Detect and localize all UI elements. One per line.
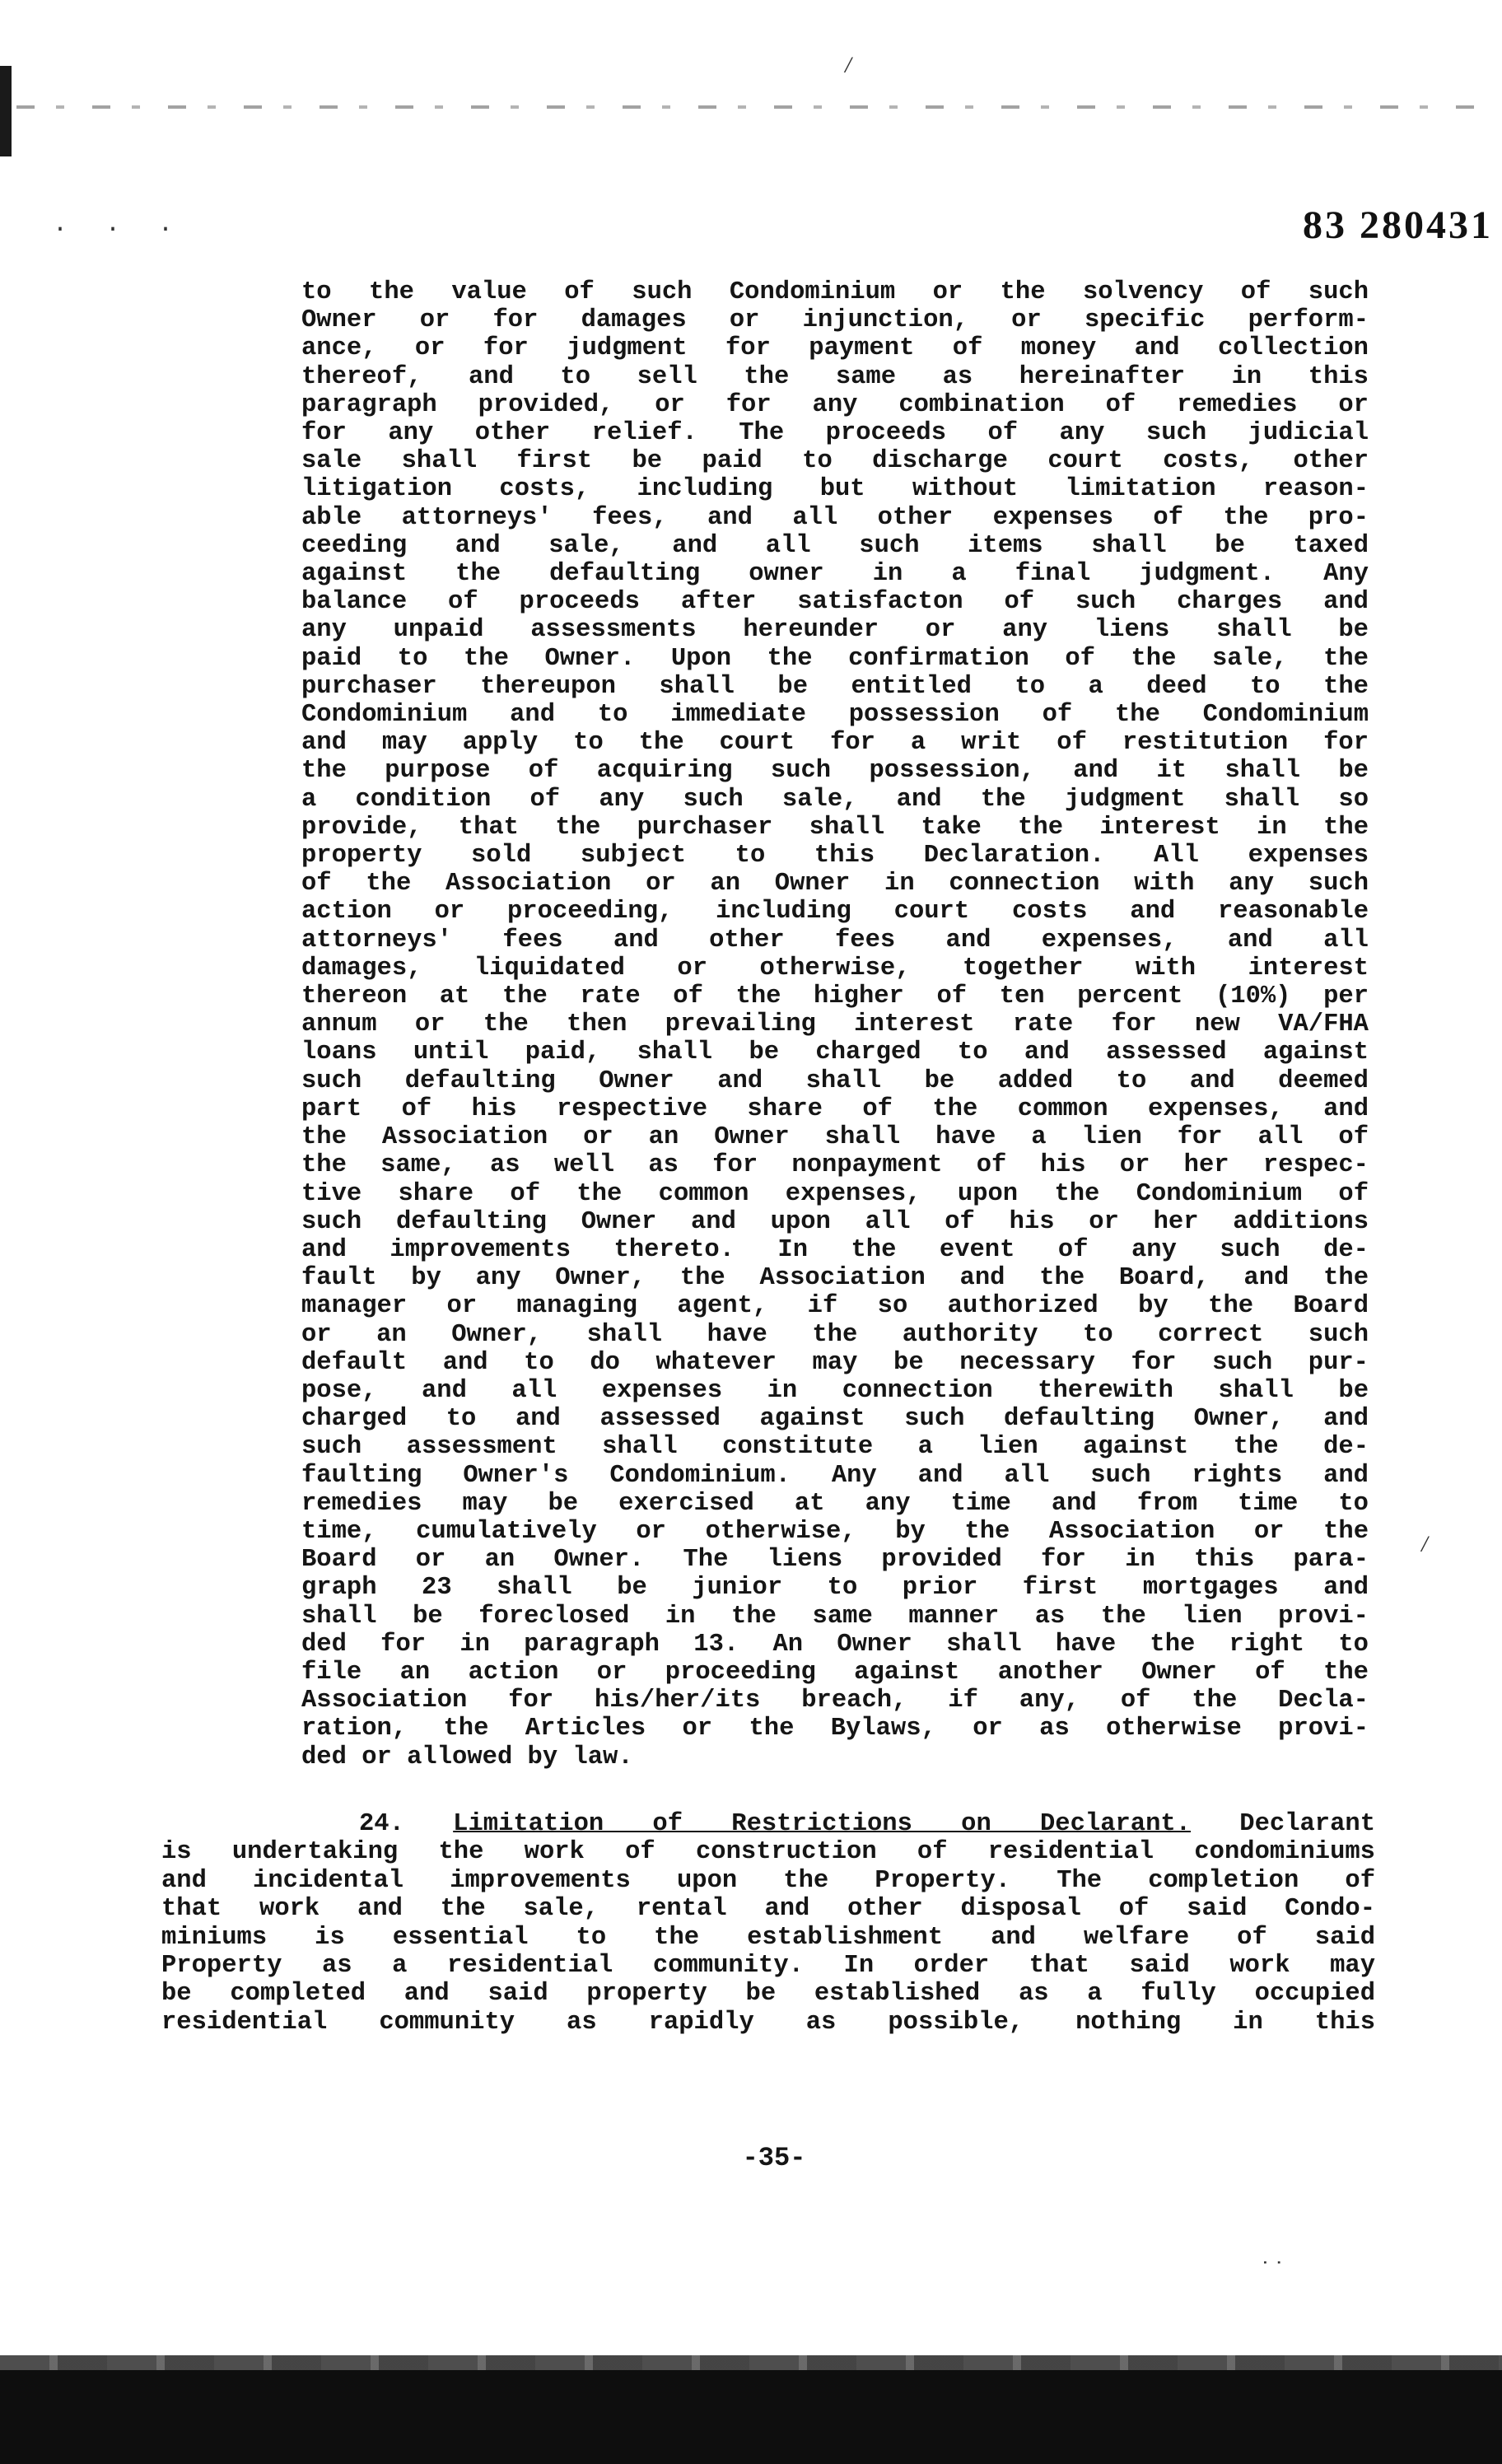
- section-24-first-line-rest: Declarant: [1239, 1810, 1376, 1838]
- paragraph-line: and may apply to the court for a writ of restitution for: [301, 729, 1369, 758]
- paragraph-line: part of his respective share of the common expenses, and: [301, 1094, 1369, 1123]
- paragraph-line: thereof, and to sell the same as hereinafter in this: [301, 362, 1369, 391]
- paragraph-line: to the value of such Condominium or the solvency of such: [301, 278, 1369, 306]
- scan-artifact-mark: ˙˙: [1258, 2260, 1286, 2285]
- paragraph-line: and incidental improvements upon the Property. The completion of: [161, 1866, 1375, 1895]
- paragraph-line: pose, and all expenses in connection therewith shall be: [301, 1376, 1369, 1405]
- paragraph-line: action or proceeding, including court costs and reasonable: [301, 898, 1369, 926]
- paragraph-line: time, cumulatively or otherwise, by the Association or the: [301, 1517, 1369, 1546]
- paragraph-line: paragraph provided, or for any combination of remedies or: [301, 390, 1369, 419]
- paragraph-line: able attorneys' fees, and all other expenses of the pro-: [301, 503, 1369, 532]
- paragraph-line: of the Association or an Owner in connection with any such: [301, 870, 1369, 898]
- paragraph-line: property sold subject to this Declaration. All expenses: [301, 842, 1369, 870]
- section-24-heading: Limitation of Restrictions on Declarant.: [453, 1810, 1192, 1838]
- paragraph-line: balance of proceeds after satisfacton of such charges and: [301, 588, 1369, 617]
- paragraph-line: litigation costs, including but without limitation reason-: [301, 475, 1369, 504]
- paragraph-line: and improvements thereto. In the event of any such de-: [301, 1235, 1369, 1264]
- section-24-paragraph: [161, 1810, 1375, 2037]
- paragraph-line: ration, the Articles or the Bylaws, or as otherwise provi-: [301, 1715, 1369, 1743]
- paragraph-line: manager or managing agent, if so authorized by the Board: [301, 1292, 1369, 1321]
- paragraph-line: Association for his/her/its breach, if any, of the Decla-: [301, 1687, 1369, 1715]
- paragraph-line: loans until paid, shall be charged to and assessed against: [301, 1038, 1369, 1067]
- paragraph-line: damages, liquidated or otherwise, together with interest: [301, 954, 1369, 982]
- paragraph-line: annum or the then prevailing interest rate for new VA/FHA: [301, 1010, 1369, 1039]
- paragraph-line: that work and the sale, rental and other disposal of said Condo-: [161, 1895, 1375, 1924]
- paragraph-line: such defaulting Owner and shall be added to and deemed: [301, 1066, 1369, 1095]
- paragraph-line: Board or an Owner. The liens provided for in this para-: [301, 1546, 1369, 1575]
- paragraph-line: Condominium and to immediate possession of the Condominium: [301, 701, 1369, 730]
- scan-artifact-mark: ⁄: [842, 54, 856, 80]
- paragraph-line: fault by any Owner, the Association and the Board, and the: [301, 1264, 1369, 1293]
- paragraph-line: graph 23 shall be junior to prior first mortgages and: [301, 1574, 1369, 1603]
- document-number: 83 280431: [1303, 203, 1493, 247]
- paragraph-line: charged to and assessed against such defaulting Owner, and: [301, 1405, 1369, 1434]
- paragraph-line: the same, as well as for nonpayment of his or her respec-: [301, 1151, 1369, 1180]
- scan-artifact-left-edge: [0, 66, 12, 156]
- paragraph-line: ceeding and sale, and all such items shall be taxed: [301, 531, 1369, 560]
- paragraph-line: a condition of any such sale, and the judgment shall so: [301, 785, 1369, 814]
- paragraph-line: shall be foreclosed in the same manner as the lien provi-: [301, 1602, 1369, 1631]
- paragraph-line: ded or allowed by law.: [301, 1743, 633, 1771]
- paragraph-line: tive share of the common expenses, upon the Condominium of: [301, 1179, 1369, 1208]
- scan-artifact-bottom-band: [0, 2370, 1502, 2464]
- paragraph-line: residential community as rapidly as possible, nothing in this: [161, 2008, 1375, 2037]
- section-24-number: 24.: [359, 1810, 404, 1838]
- paragraph-line: sale shall first be paid to discharge court costs, other: [301, 447, 1369, 476]
- paragraph-line: file an action or proceeding against another Owner of the: [301, 1658, 1369, 1687]
- paragraph-line: or an Owner, shall have the authority to correct such: [301, 1320, 1369, 1349]
- paragraph-line: for any other relief. The proceeds of any such judicial: [301, 419, 1369, 448]
- paragraph-line: paid to the Owner. Upon the confirmation of the sale, the: [301, 644, 1369, 673]
- scan-artifact-mark: ⁄: [1418, 1533, 1432, 1559]
- paragraph-line: ance, or for judgment for payment of money and collection: [301, 334, 1369, 363]
- paragraph-line: be completed and said property be established as a fully occupied: [161, 1980, 1375, 2009]
- paragraph-line: thereon at the rate of the higher of ten percent (10%) per: [301, 982, 1369, 1011]
- paragraph-line: is undertaking the work of construction of residential condominiums: [161, 1838, 1375, 1867]
- scan-artifact-top-dashes: [16, 105, 1482, 109]
- paragraph-line: the purpose of acquiring such possession, and it shall be: [301, 757, 1369, 786]
- section-24-first-line: [161, 1810, 1375, 1838]
- paragraph-line: provide, that the purchaser shall take the interest in the: [301, 813, 1369, 842]
- paragraph-line: miniums is essential to the establishment and welfare of said: [161, 1923, 1375, 1952]
- paragraph-line: default and to do whatever may be necessary for such pur-: [301, 1348, 1369, 1377]
- paragraph-line: against the defaulting owner in a final judgment. Any: [301, 560, 1369, 589]
- paragraph-line: faulting Owner's Condominium. Any and all such rights and: [301, 1461, 1369, 1490]
- paragraph-line: the Association or an Owner shall have a lien for all of: [301, 1123, 1369, 1152]
- paragraph-line: Property as a residential community. In order that said work may: [161, 1952, 1375, 1981]
- scan-artifact-dots: · · ·: [53, 216, 185, 244]
- paragraph-line: such assessment shall constitute a lien against the de-: [301, 1433, 1369, 1462]
- paragraph-line: any unpaid assessments hereunder or any liens shall be: [301, 616, 1369, 645]
- paragraph-line: remedies may be exercised at any time and from time to: [301, 1489, 1369, 1518]
- continued-paragraph: [301, 278, 1369, 1771]
- paragraph-line: ded for in paragraph 13. An Owner shall have the right to: [301, 1630, 1369, 1659]
- paragraph-line: such defaulting Owner and upon all of his or her additions: [301, 1207, 1369, 1236]
- paragraph-line: purchaser thereupon shall be entitled to a deed to the: [301, 672, 1369, 701]
- paragraph-line: attorneys' fees and other fees and expenses, and all: [301, 926, 1369, 954]
- paragraph-line: Owner or for damages or injunction, or specific perform-: [301, 306, 1369, 335]
- page-number: -35-: [742, 2143, 806, 2173]
